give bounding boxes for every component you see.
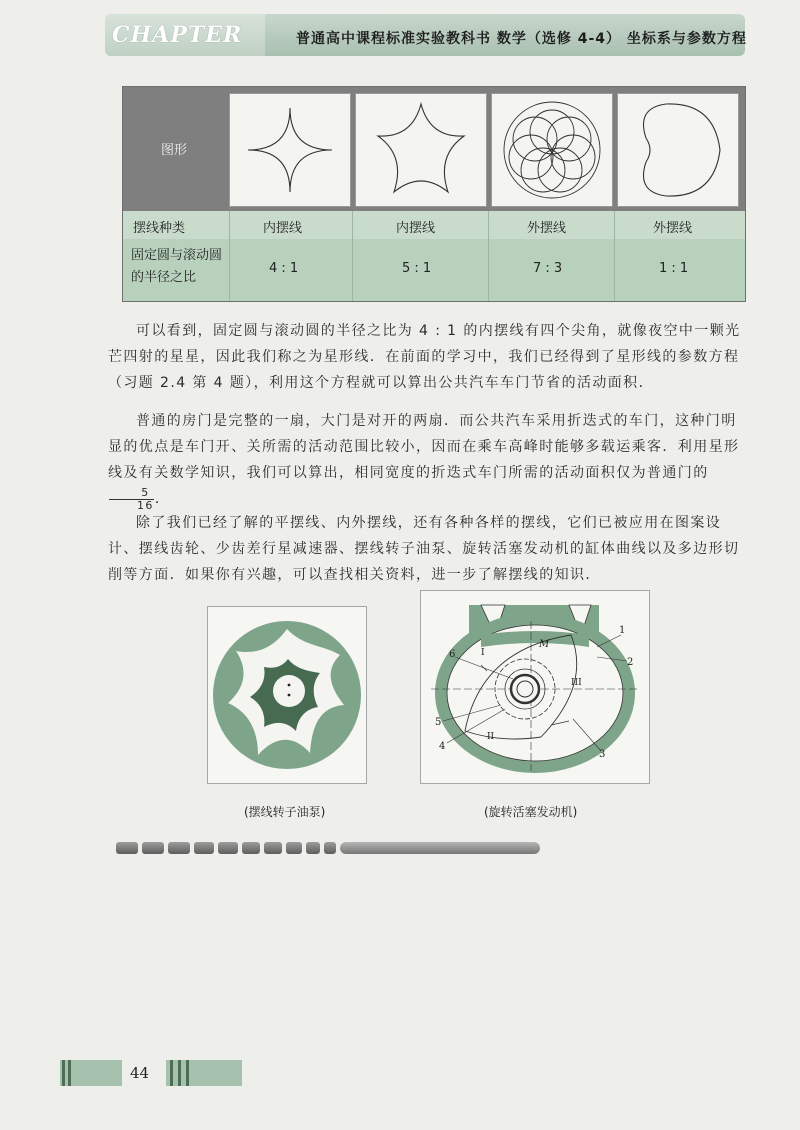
engine-label-i: I — [481, 648, 485, 658]
row-label-figure: 图形 — [161, 143, 188, 158]
paragraph-3: 除了我们已经了解的平摆线、内外摆线，还有各种各样的摆线，它们已被应用在图案设计、摆线齿轮、少齿差行星减速器、摆线转子油泵、旋转活塞发动机的缸体曲线以及多边形切削等方面．如果你有兴趣，可以查找相关资料，进一步了解摆线的知识． — [108, 515, 740, 583]
engine-label-iii: III — [571, 678, 582, 688]
table-divider — [614, 211, 615, 301]
engine-label-6: 6 — [449, 649, 456, 660]
epicycloid-7-3-figure — [492, 94, 612, 206]
table-divider — [352, 211, 353, 301]
engine-label-5: 5 — [435, 717, 442, 728]
paragraph-2-text: 普通的房门是完整的一扇，大门是对开的两扇．而公共汽车采用折迭式的车门，这种门明显的优点是车门开、关所需的活动范围比较小，因而在乘车高峰时能够多载运乘客．利用星形线及有关数学知识，我们可以算出，相同宽度的折迭式车门所需的活动面积仅为普通门的 — [108, 413, 740, 481]
decor-bar-segment — [242, 842, 260, 854]
fraction-numerator: 5 — [109, 487, 154, 500]
type-cell: 内摆线 — [263, 221, 303, 236]
type-cell: 外摆线 — [653, 221, 693, 236]
engine-label-2: 2 — [627, 657, 634, 668]
footer-stripe — [68, 1060, 71, 1086]
decor-bar-segment — [168, 842, 190, 854]
type-cell: 内摆线 — [396, 221, 436, 236]
type-cell: 外摆线 — [527, 221, 567, 236]
ratio-cell: 4 : 1 — [269, 261, 299, 276]
fraction-5-16 — [109, 487, 154, 512]
decor-bar-segment — [286, 842, 302, 854]
rotary-engine-illustration — [421, 591, 649, 783]
decor-bar-segment — [306, 842, 320, 854]
cardioid-panel — [617, 93, 739, 207]
astroid-panel — [229, 93, 351, 207]
footer-stripe — [186, 1060, 189, 1086]
chapter-label: CHAPTER — [112, 22, 243, 48]
decor-bar-segment — [264, 842, 282, 854]
decor-bar-segment — [324, 842, 336, 854]
rotor-pump-caption: (摆线转子油泵) — [244, 805, 326, 819]
decor-bar-segment — [194, 842, 214, 854]
table-divider — [488, 211, 489, 301]
hypocycloid-5-figure — [356, 94, 486, 206]
cycloid-table — [122, 86, 746, 302]
engine-label-4: 4 — [439, 741, 446, 752]
book-title: 普通高中课程标准实验教科书 数学（选修 4-4） 坐标系与参数方程 — [296, 31, 747, 47]
page-number: 44 — [130, 1064, 150, 1082]
ratio-cell: 7 : 3 — [533, 261, 563, 276]
decor-bar-long — [340, 842, 540, 854]
paragraph-2-end: ． — [154, 491, 171, 507]
footer-stripe — [62, 1060, 65, 1086]
footer-stripe — [170, 1060, 173, 1086]
engine-label-m: M — [539, 639, 550, 650]
decor-bar-segment — [116, 842, 138, 854]
cardioid-figure — [618, 94, 738, 206]
ratio-cell: 5 : 1 — [402, 261, 432, 276]
engine-label-ii: II — [487, 732, 495, 742]
row-label-type: 摆线种类 — [133, 221, 186, 236]
five-cusp-panel — [355, 93, 487, 207]
rotor-pump-figure — [207, 606, 367, 784]
fraction-denominator: 16 — [137, 498, 154, 512]
astroid-figure — [230, 94, 350, 206]
row-label-ratio: 固定圆与滚动圆的半径之比 — [131, 248, 223, 285]
rotor-pump-illustration — [208, 607, 366, 783]
paragraph-2 — [108, 408, 748, 512]
table-divider — [229, 211, 230, 301]
footer-stripe — [178, 1060, 181, 1086]
engine-label-3: 3 — [599, 749, 606, 760]
rotary-engine-figure — [420, 590, 650, 784]
ratio-cell: 1 : 1 — [659, 261, 689, 276]
decor-bar-segment — [218, 842, 238, 854]
engine-label-1: 1 — [619, 625, 626, 636]
rotary-engine-caption: (旋转活塞发动机) — [484, 805, 578, 819]
epicycloid-73-panel — [491, 93, 613, 207]
decor-bar-segment — [142, 842, 164, 854]
paragraph-1: 可以看到，固定圆与滚动圆的半径之比为 4 : 1 的内摆线有四个尖角，就像夜空中一颗光芒四射的星星，因此我们称之为星形线．在前面的学习中，我们已经得到了星形线的参数方程（习题 2.4 第 4 题），利用这个方程就可以算出公共汽车车门节省的活动面积． — [108, 323, 741, 391]
